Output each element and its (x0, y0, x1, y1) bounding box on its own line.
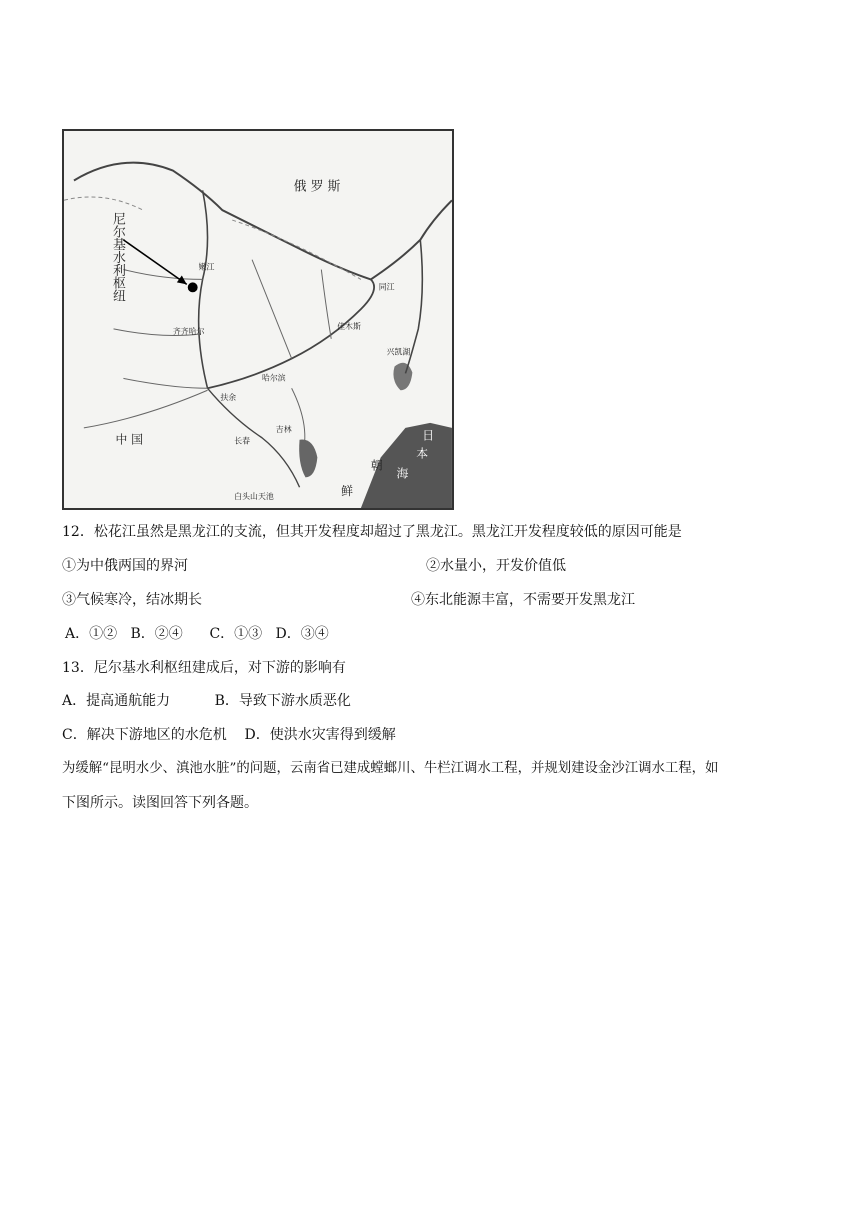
label-china: 中 国 (115, 432, 144, 447)
second-songhua (208, 388, 300, 487)
intro-line-1: 为缓解“昆明水少、滇池水脏”的问题，云南省已建成螳螂川、牛栏江调水工程，并规划建设金沙江调水工程，如 (62, 761, 719, 776)
city-jiamusi: 佳木斯 (337, 321, 361, 331)
city-harbin: 哈尔滨 (261, 373, 286, 383)
label-mountain: 白头山天池 (234, 492, 274, 502)
label-japan-3: 海 (396, 466, 409, 481)
city-nenjiang: 嫩江 (198, 262, 215, 272)
q12-option-4: ④东北能源丰富，不需要开发黑龙江 (411, 592, 635, 608)
xingkai-lake (393, 363, 412, 391)
q13-options-ab: A．提高通航能力 B．导致下游水质恶化 (62, 693, 351, 709)
q13-options-cd: C．解决下游地区的水危机 D．使洪水灾害得到缓解 (62, 727, 396, 743)
q12-option-1: ①为中俄两国的界河 (62, 558, 188, 574)
city-fuyu: 扶余 (220, 393, 237, 403)
river-map (62, 129, 454, 510)
label-korea-2: 鲜 (341, 484, 353, 499)
label-lake: 兴凯湖 (386, 347, 411, 357)
songhua-river (208, 279, 375, 388)
q12-option-3: ③气候寒冷，结冰期长 (62, 592, 202, 608)
city-changchun: 长春 (234, 436, 251, 446)
city-tongjiang: 同江 (378, 282, 395, 292)
map-svg (64, 131, 452, 508)
q12-stem: 12．松花江虽然是黑龙江的支流，但其开发程度却超过了黑龙江。黑龙江开发程度较低的原因可能是 (62, 524, 682, 540)
label-korea-1: 朝 (370, 458, 383, 473)
label-japan-1: 日 (422, 428, 435, 443)
label-russia: 俄 罗 斯 (293, 179, 341, 195)
label-callout: 尼尔基水利枢纽 (109, 212, 125, 303)
small-sea (299, 440, 317, 478)
city-qiqihar: 齐齐哈尔 (172, 326, 205, 336)
intro-line-2: 下图所示。读图回答下列各题。 (62, 795, 258, 811)
label-japan-2: 本 (416, 446, 429, 461)
q12-option-2: ②水量小，开发价值低 (426, 558, 566, 574)
city-jilin: 吉林 (275, 424, 292, 434)
callout-arrow (123, 240, 186, 285)
q12-choices: A．①② B．②④ C．①③ D．③④ (65, 626, 329, 642)
heilong-river (74, 163, 452, 280)
dam-marker (188, 282, 198, 292)
q13-stem: 13．尼尔基水利枢纽建成后，对下游的影响有 (62, 660, 346, 676)
nen-river (199, 190, 208, 388)
